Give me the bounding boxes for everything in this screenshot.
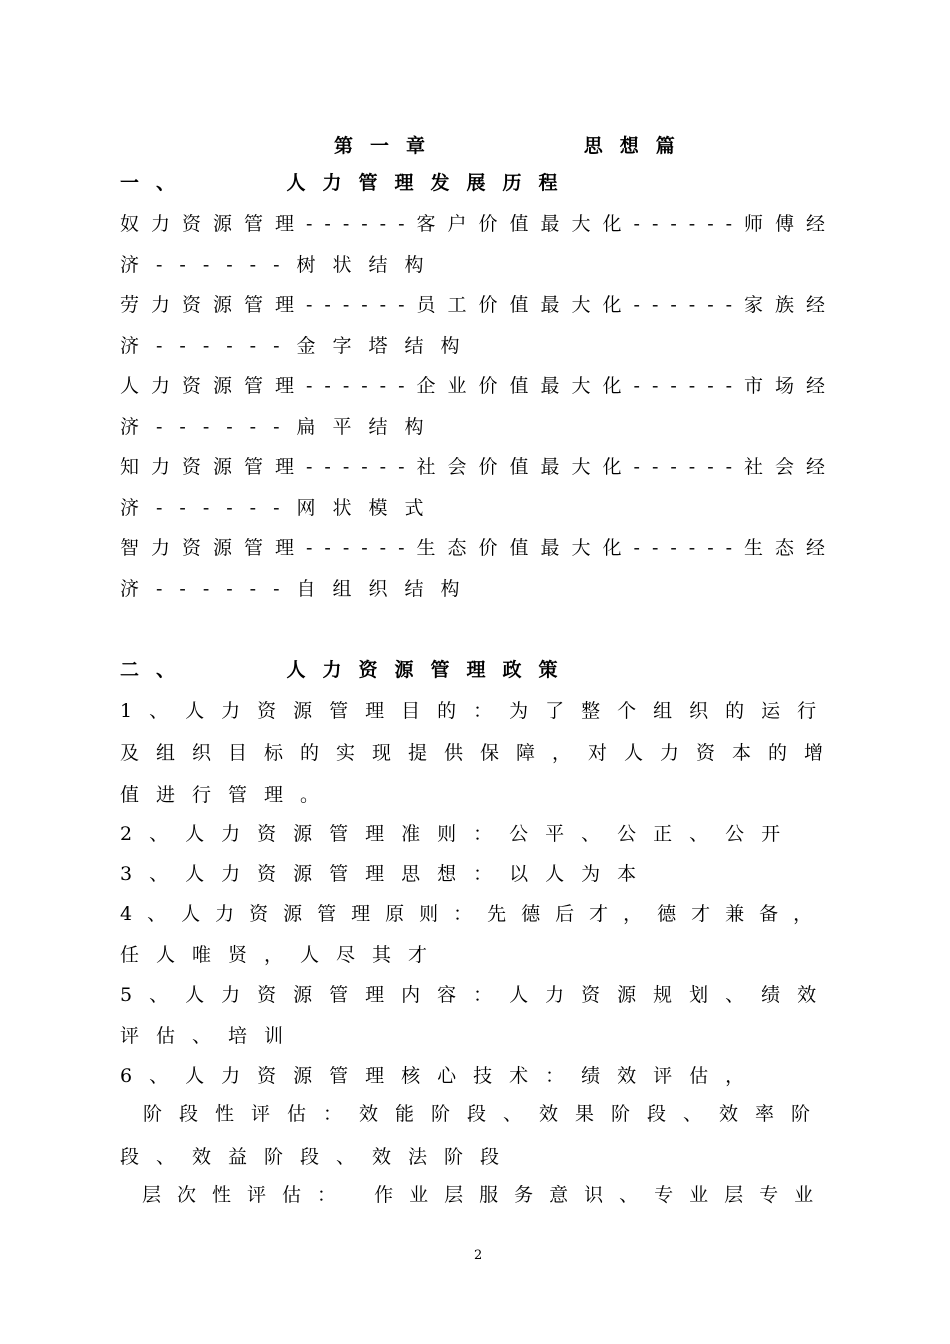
section2-line: 段、效益阶段、效法阶段	[120, 1146, 517, 1168]
section1-heading: 一、 人力管理发展历程	[120, 172, 575, 194]
section1-line: 劳力资源管理------员工价值最大化------家族经	[120, 294, 838, 316]
section2-line: 值进行管理。	[120, 784, 337, 806]
section1-line: 济------扁平结构	[120, 416, 441, 438]
section2-line: 4、人力资源管理原则：先德后才，德才兼备，	[120, 903, 828, 925]
section2-line: 3、人力资源管理思想：以人为本	[120, 863, 654, 885]
section1-line: 济------树状结构	[120, 254, 441, 276]
page-number: 2	[474, 1248, 483, 1263]
section1-line: 人力资源管理------企业价值最大化------市场经	[120, 375, 838, 397]
section2-line: 6、人力资源管理核心技术：绩效评估，	[120, 1065, 762, 1087]
section1-line: 济------自组织结构	[120, 578, 477, 600]
section2-line: 评估、培训	[120, 1025, 301, 1047]
section1-line: 奴力资源管理------客户价值最大化------师傅经	[120, 213, 838, 235]
section2-line: 阶段性评估：效能阶段、效果阶段、效率阶	[120, 1103, 828, 1125]
section2-line: 1、人力资源管理目的：为了整个组织的运行	[120, 700, 834, 722]
section2-line: 任人唯贤，人尽其才	[120, 944, 445, 966]
section1-line: 济------金字塔结构	[120, 335, 477, 357]
section2-line: 层次性评估： 作业层服务意识、专业层专业	[120, 1184, 830, 1206]
section2-line: 2、人力资源管理准则：公平、公正、公开	[120, 823, 798, 845]
section2-line: 5、人力资源管理内容：人力资源规划、绩效	[120, 984, 834, 1006]
section2-heading: 二、 人力资源管理政策	[120, 659, 575, 681]
section1-line: 智力资源管理------生态价值最大化------生态经	[120, 537, 838, 559]
chapter-title: 第一章 思想篇	[334, 135, 692, 157]
section2-line: 及组织目标的实现提供保障，对人力资本的增	[120, 742, 841, 764]
section1-line: 济------网状模式	[120, 497, 441, 519]
section1-line: 知力资源管理------社会价值最大化------社会经	[120, 456, 838, 478]
